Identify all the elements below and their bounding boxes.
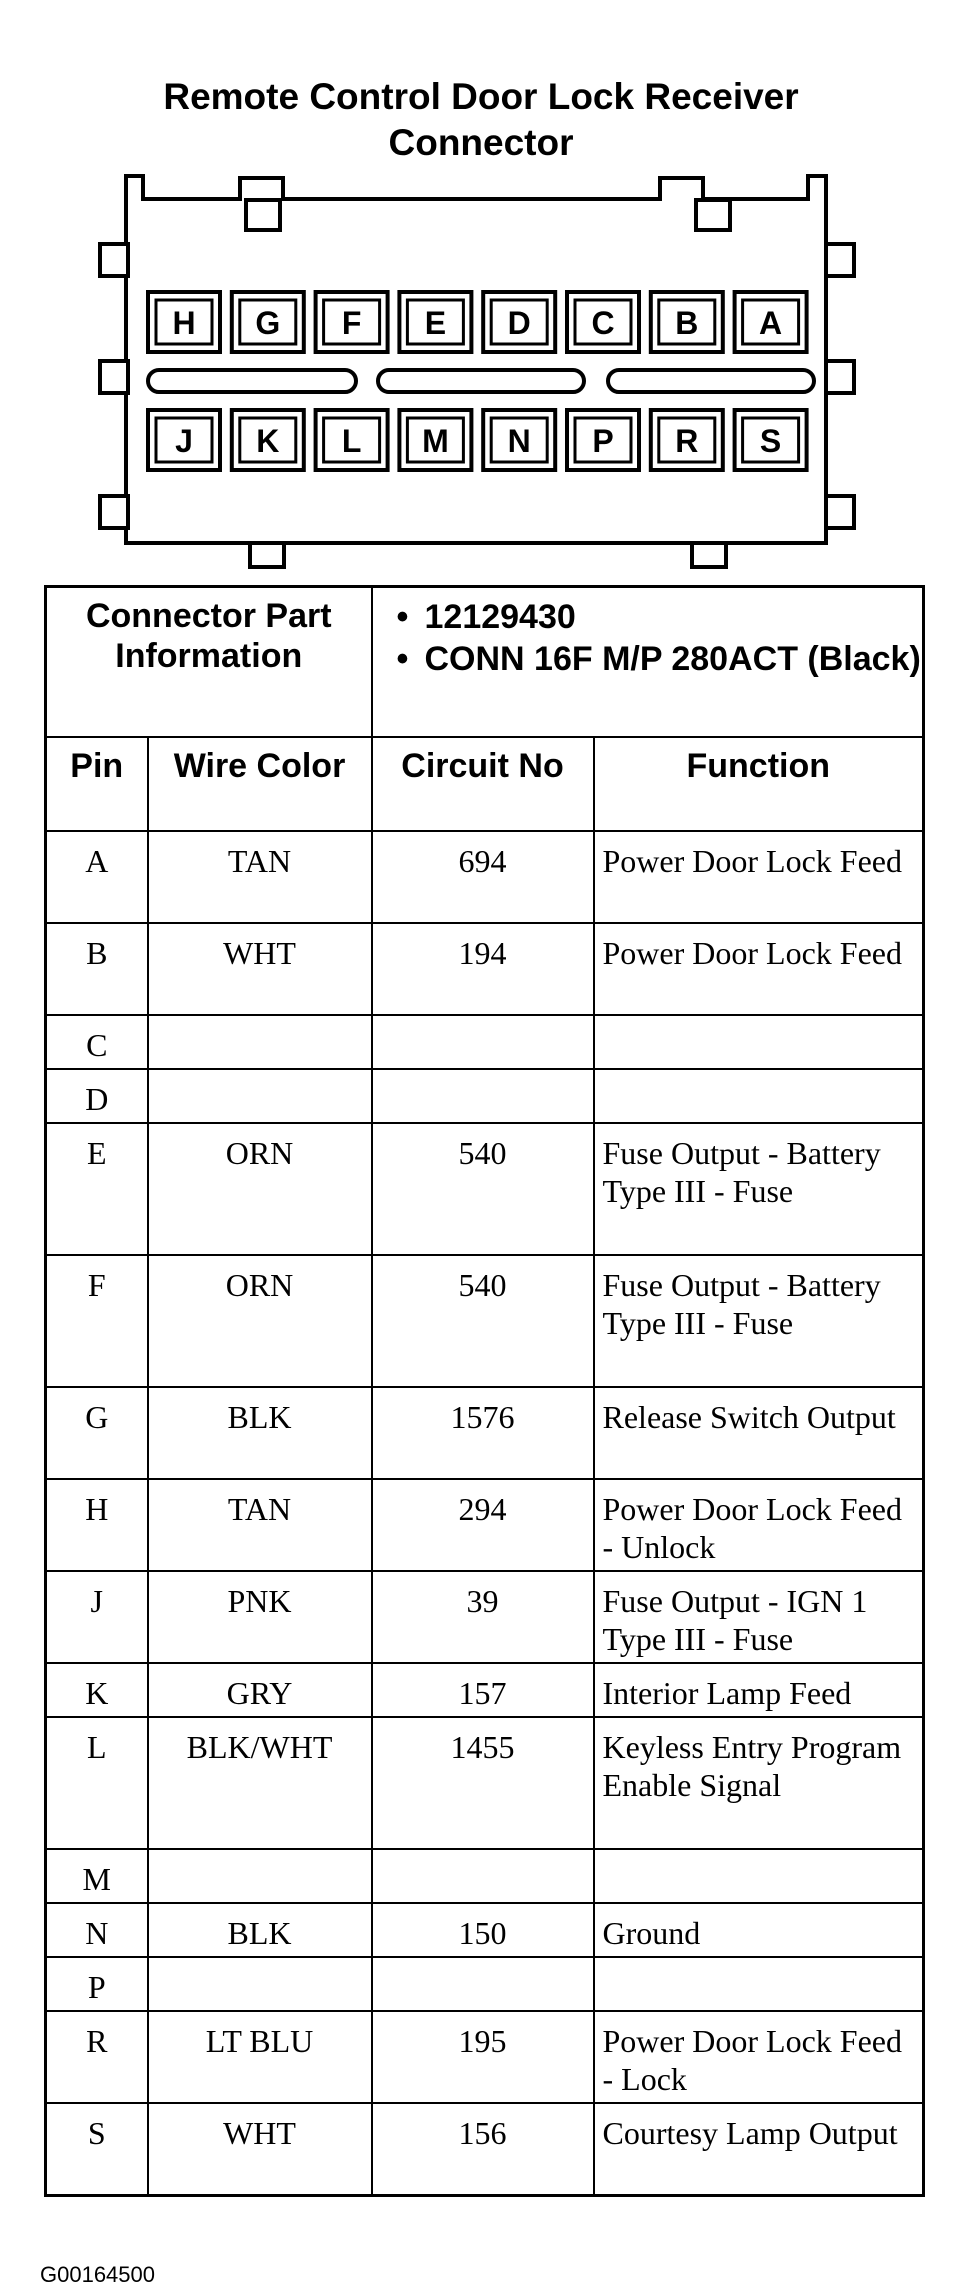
- wire-color-cell: [148, 1849, 372, 1903]
- function-cell: Fuse Output - Battery Type III - Fuse: [594, 1255, 924, 1387]
- wire-color-cell: [148, 1069, 372, 1123]
- pin-cell: N: [46, 1903, 148, 1957]
- connector-pin-label: M: [422, 423, 449, 459]
- function-cell: Ground: [594, 1903, 924, 1957]
- pin-cell: M: [46, 1849, 148, 1903]
- connector-pin-label: S: [759, 423, 782, 459]
- pin-cell: L: [46, 1717, 148, 1849]
- pin-cell: E: [46, 1123, 148, 1255]
- pin-cell: B: [46, 923, 148, 1015]
- table-row: [46, 1069, 924, 1123]
- connector-diagram: [0, 0, 962, 585]
- wire-color-cell: GRY: [148, 1663, 372, 1717]
- wire-color-cell: ORN: [148, 1123, 372, 1255]
- function-cell: Power Door Lock Feed: [594, 831, 924, 923]
- wire-color-cell: [148, 1957, 372, 2011]
- wire-color-cell: [148, 1015, 372, 1069]
- wire-color-cell: WHT: [148, 923, 372, 1015]
- function-cell: Fuse Output - IGN 1 Type III - Fuse: [594, 1571, 924, 1663]
- circuit-no-cell: 540: [372, 1123, 594, 1255]
- circuit-no-cell: 540: [372, 1255, 594, 1387]
- wire-color-cell: PNK: [148, 1571, 372, 1663]
- pin-cell: D: [46, 1069, 148, 1123]
- wire-color-cell: BLK: [148, 1387, 372, 1479]
- function-cell: Power Door Lock Feed - Unlock: [594, 1479, 924, 1571]
- column-header-row: [46, 737, 924, 831]
- connector-part-number: • 12129430: [425, 596, 923, 638]
- connector-description: • CONN 16F M/P 280ACT (Black): [425, 638, 923, 680]
- column-header-pin: Pin: [46, 737, 148, 831]
- pin-cell: K: [46, 1663, 148, 1717]
- connector-pin-label: D: [507, 305, 531, 341]
- connector-pin-label: F: [341, 305, 362, 341]
- connector-pin-label: L: [341, 423, 362, 459]
- column-header-wire-color: Wire Color: [148, 737, 372, 831]
- title-line-2: Connector: [388, 122, 574, 163]
- figure-id-caption: G00164500: [40, 2262, 155, 2287]
- pin-cell: H: [46, 1479, 148, 1571]
- circuit-no-cell: 156: [372, 2103, 594, 2195]
- connector-info-row: [46, 587, 924, 738]
- function-cell: Power Door Lock Feed: [594, 923, 924, 1015]
- function-cell: Fuse Output - Battery Type III - Fuse: [594, 1123, 924, 1255]
- table-row: [46, 923, 924, 1015]
- circuit-no-cell: 150: [372, 1903, 594, 1957]
- function-cell: [594, 1849, 924, 1903]
- connector-pin-label: C: [591, 305, 615, 341]
- table-row: [46, 1255, 924, 1387]
- pin-cell: P: [46, 1957, 148, 2011]
- wire-color-cell: TAN: [148, 831, 372, 923]
- pin-table-body: [46, 587, 924, 2196]
- pin-cell: R: [46, 2011, 148, 2103]
- table-row: [46, 831, 924, 923]
- circuit-no-cell: 157: [372, 1663, 594, 1717]
- circuit-no-cell: 1455: [372, 1717, 594, 1849]
- connector-info-list: [372, 587, 924, 738]
- pin-cell: A: [46, 831, 148, 923]
- pin-cell: S: [46, 2103, 148, 2195]
- circuit-no-cell: [372, 1957, 594, 2011]
- wire-color-cell: LT BLU: [148, 2011, 372, 2103]
- wire-color-cell: TAN: [148, 1479, 372, 1571]
- table-row: [46, 1015, 924, 1069]
- connector-pin-label: J: [175, 423, 193, 459]
- table-row: [46, 1849, 924, 1903]
- circuit-no-cell: 294: [372, 1479, 594, 1571]
- table-row: [46, 1479, 924, 1571]
- circuit-no-cell: 694: [372, 831, 594, 923]
- table-row: [46, 1571, 924, 1663]
- title-line-1: Remote Control Door Lock Receiver: [163, 76, 799, 117]
- table-row: [46, 1123, 924, 1255]
- connector-pin-label: H: [172, 305, 196, 341]
- pin-cell: J: [46, 1571, 148, 1663]
- pin-cell: G: [46, 1387, 148, 1479]
- circuit-no-cell: [372, 1849, 594, 1903]
- function-cell: Interior Lamp Feed: [594, 1663, 924, 1717]
- function-cell: Keyless Entry Program Enable Signal: [594, 1717, 924, 1849]
- function-cell: [594, 1069, 924, 1123]
- connector-pin-label: G: [255, 305, 281, 341]
- connector-pin-label: N: [507, 423, 531, 459]
- function-cell: Power Door Lock Feed - Lock: [594, 2011, 924, 2103]
- table-row: [46, 1903, 924, 1957]
- pin-cell: F: [46, 1255, 148, 1387]
- circuit-no-cell: 195: [372, 2011, 594, 2103]
- wire-color-cell: WHT: [148, 2103, 372, 2195]
- circuit-no-cell: [372, 1069, 594, 1123]
- wire-color-cell: BLK: [148, 1903, 372, 1957]
- connector-pin-label: P: [592, 423, 614, 459]
- column-header-function: Function: [594, 737, 924, 831]
- function-cell: Release Switch Output: [594, 1387, 924, 1479]
- column-header-circuit-no: Circuit No: [372, 737, 594, 831]
- circuit-no-cell: 194: [372, 923, 594, 1015]
- circuit-no-cell: 39: [372, 1571, 594, 1663]
- wire-color-cell: ORN: [148, 1255, 372, 1387]
- pin-table: [44, 585, 925, 2197]
- table-row: [46, 2011, 924, 2103]
- function-cell: Courtesy Lamp Output: [594, 2103, 924, 2195]
- table-row: [46, 1387, 924, 1479]
- connector-pin-label: K: [256, 423, 280, 459]
- table-row: [46, 1717, 924, 1849]
- function-cell: [594, 1957, 924, 2011]
- connector-pin-label: E: [424, 305, 447, 341]
- connector-pin-label: B: [675, 305, 699, 341]
- circuit-no-cell: 1576: [372, 1387, 594, 1479]
- wire-color-cell: BLK/WHT: [148, 1717, 372, 1849]
- table-row: [46, 1957, 924, 2011]
- connector-info-label: Connector Part Information: [46, 587, 372, 738]
- connector-pin-label: R: [675, 423, 699, 459]
- table-row: [46, 1663, 924, 1717]
- pin-cell: C: [46, 1015, 148, 1069]
- connector-keying-slots: [148, 370, 814, 392]
- circuit-no-cell: [372, 1015, 594, 1069]
- connector-pin-label: A: [759, 305, 783, 341]
- function-cell: [594, 1015, 924, 1069]
- table-row: [46, 2103, 924, 2195]
